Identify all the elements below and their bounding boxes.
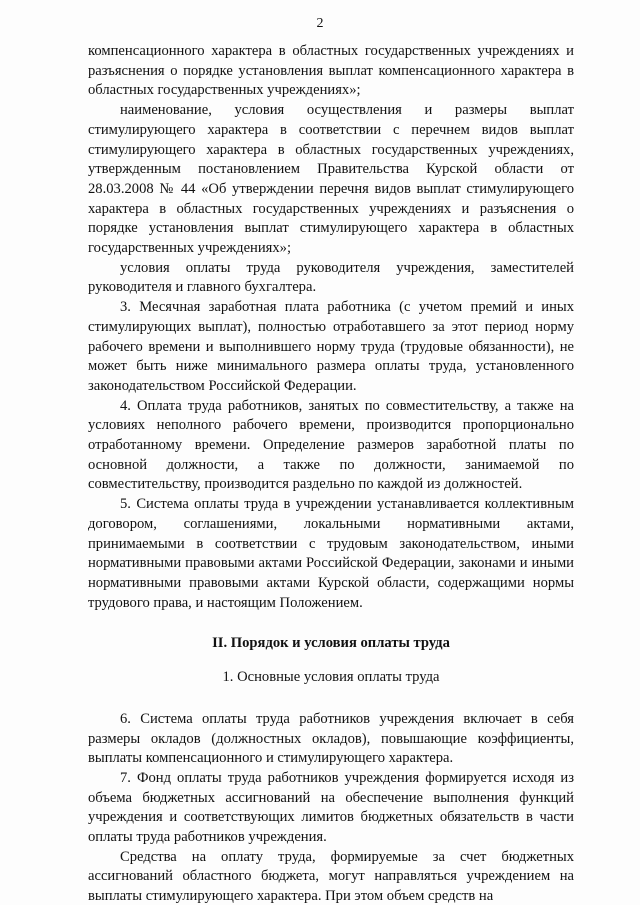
section-heading: II. Порядок и условия оплаты труда bbox=[212, 635, 450, 652]
paragraph: 5. Система оплаты труда в учреждении устанавливается коллективным договором, соглашениями, локальными нормативными актами, принимаемыми в соответствии с трудовым законодательством, иными нормативными правовыми актами Российской Федерации, законами и иными нормативными правовыми актами Курской области, содержащими нормы трудового права, и настоящим Положением. bbox=[88, 496, 574, 611]
paragraph: компенсационного характера в областных государственных учреждениях и разъяснения о порядке установления выплат компенсационного характера в областных государственных учреждениях»; bbox=[88, 43, 574, 99]
paragraph: 6. Система оплаты труда работников учреждения включает в себя размеры окладов (должностных окладов), повышающие коэффициенты, выплаты компенсационного и стимулирующего характера. bbox=[88, 710, 574, 767]
paragraph: наименование, условия осуществления и размеры выплат стимулирующего характера в соответствии с перечнем видов выплат стимулирующего характера в областных государственных учреждениях, утвержденным постановлением Правительства Курской области от 28.03.2008 № 44 «Об утверждении перечня видов выплат стимулирующего характера в областных государственных учреждениях и разъяснения о порядке установления выплат стимулирующего характера в областных государственных учреждениях»; bbox=[88, 102, 574, 257]
page-number: 2 bbox=[316, 16, 324, 31]
subsection-heading: 1. Основные условия оплаты труда bbox=[222, 669, 440, 686]
paragraph: 7. Фонд оплаты труда работников учреждения формируется исходя из объема бюджетных ассигнований на обеспечение выполнения функций учреждения и соответствующих лимитов бюджетных обязательств в части оплаты труда работников учреждения. bbox=[88, 769, 574, 846]
paragraph: условия оплаты труда руководителя учреждения, заместителей руководителя и главного бухгалтера. bbox=[88, 259, 574, 296]
document-body bbox=[88, 42, 574, 907]
paragraph: 4. Оплата труда работников, занятых по совместительству, а также на условиях неполного рабочего времени, производится пропорционально отработанному времени. Определение размеров заработной платы по основной должности, а также по должности, занимаемой по совместительству, производится раздельно по каждой из должностей. bbox=[88, 397, 574, 493]
paragraph: Средства на оплату труда, формируемые за счет бюджетных ассигнований областного бюджета, могут направляться учреждением на выплаты стимулирующего характера. При этом объем средств на bbox=[88, 848, 574, 905]
paragraph: 3. Месячная заработная плата работника (с учетом премий и иных стимулирующих выплат), полностью отработавшего за этот период норму рабочего времени и выполнившего норму труда (трудовые обязанности), не может быть ниже минимального размера оплаты труда, установленного законодательством Российской Федерации. bbox=[88, 299, 574, 394]
